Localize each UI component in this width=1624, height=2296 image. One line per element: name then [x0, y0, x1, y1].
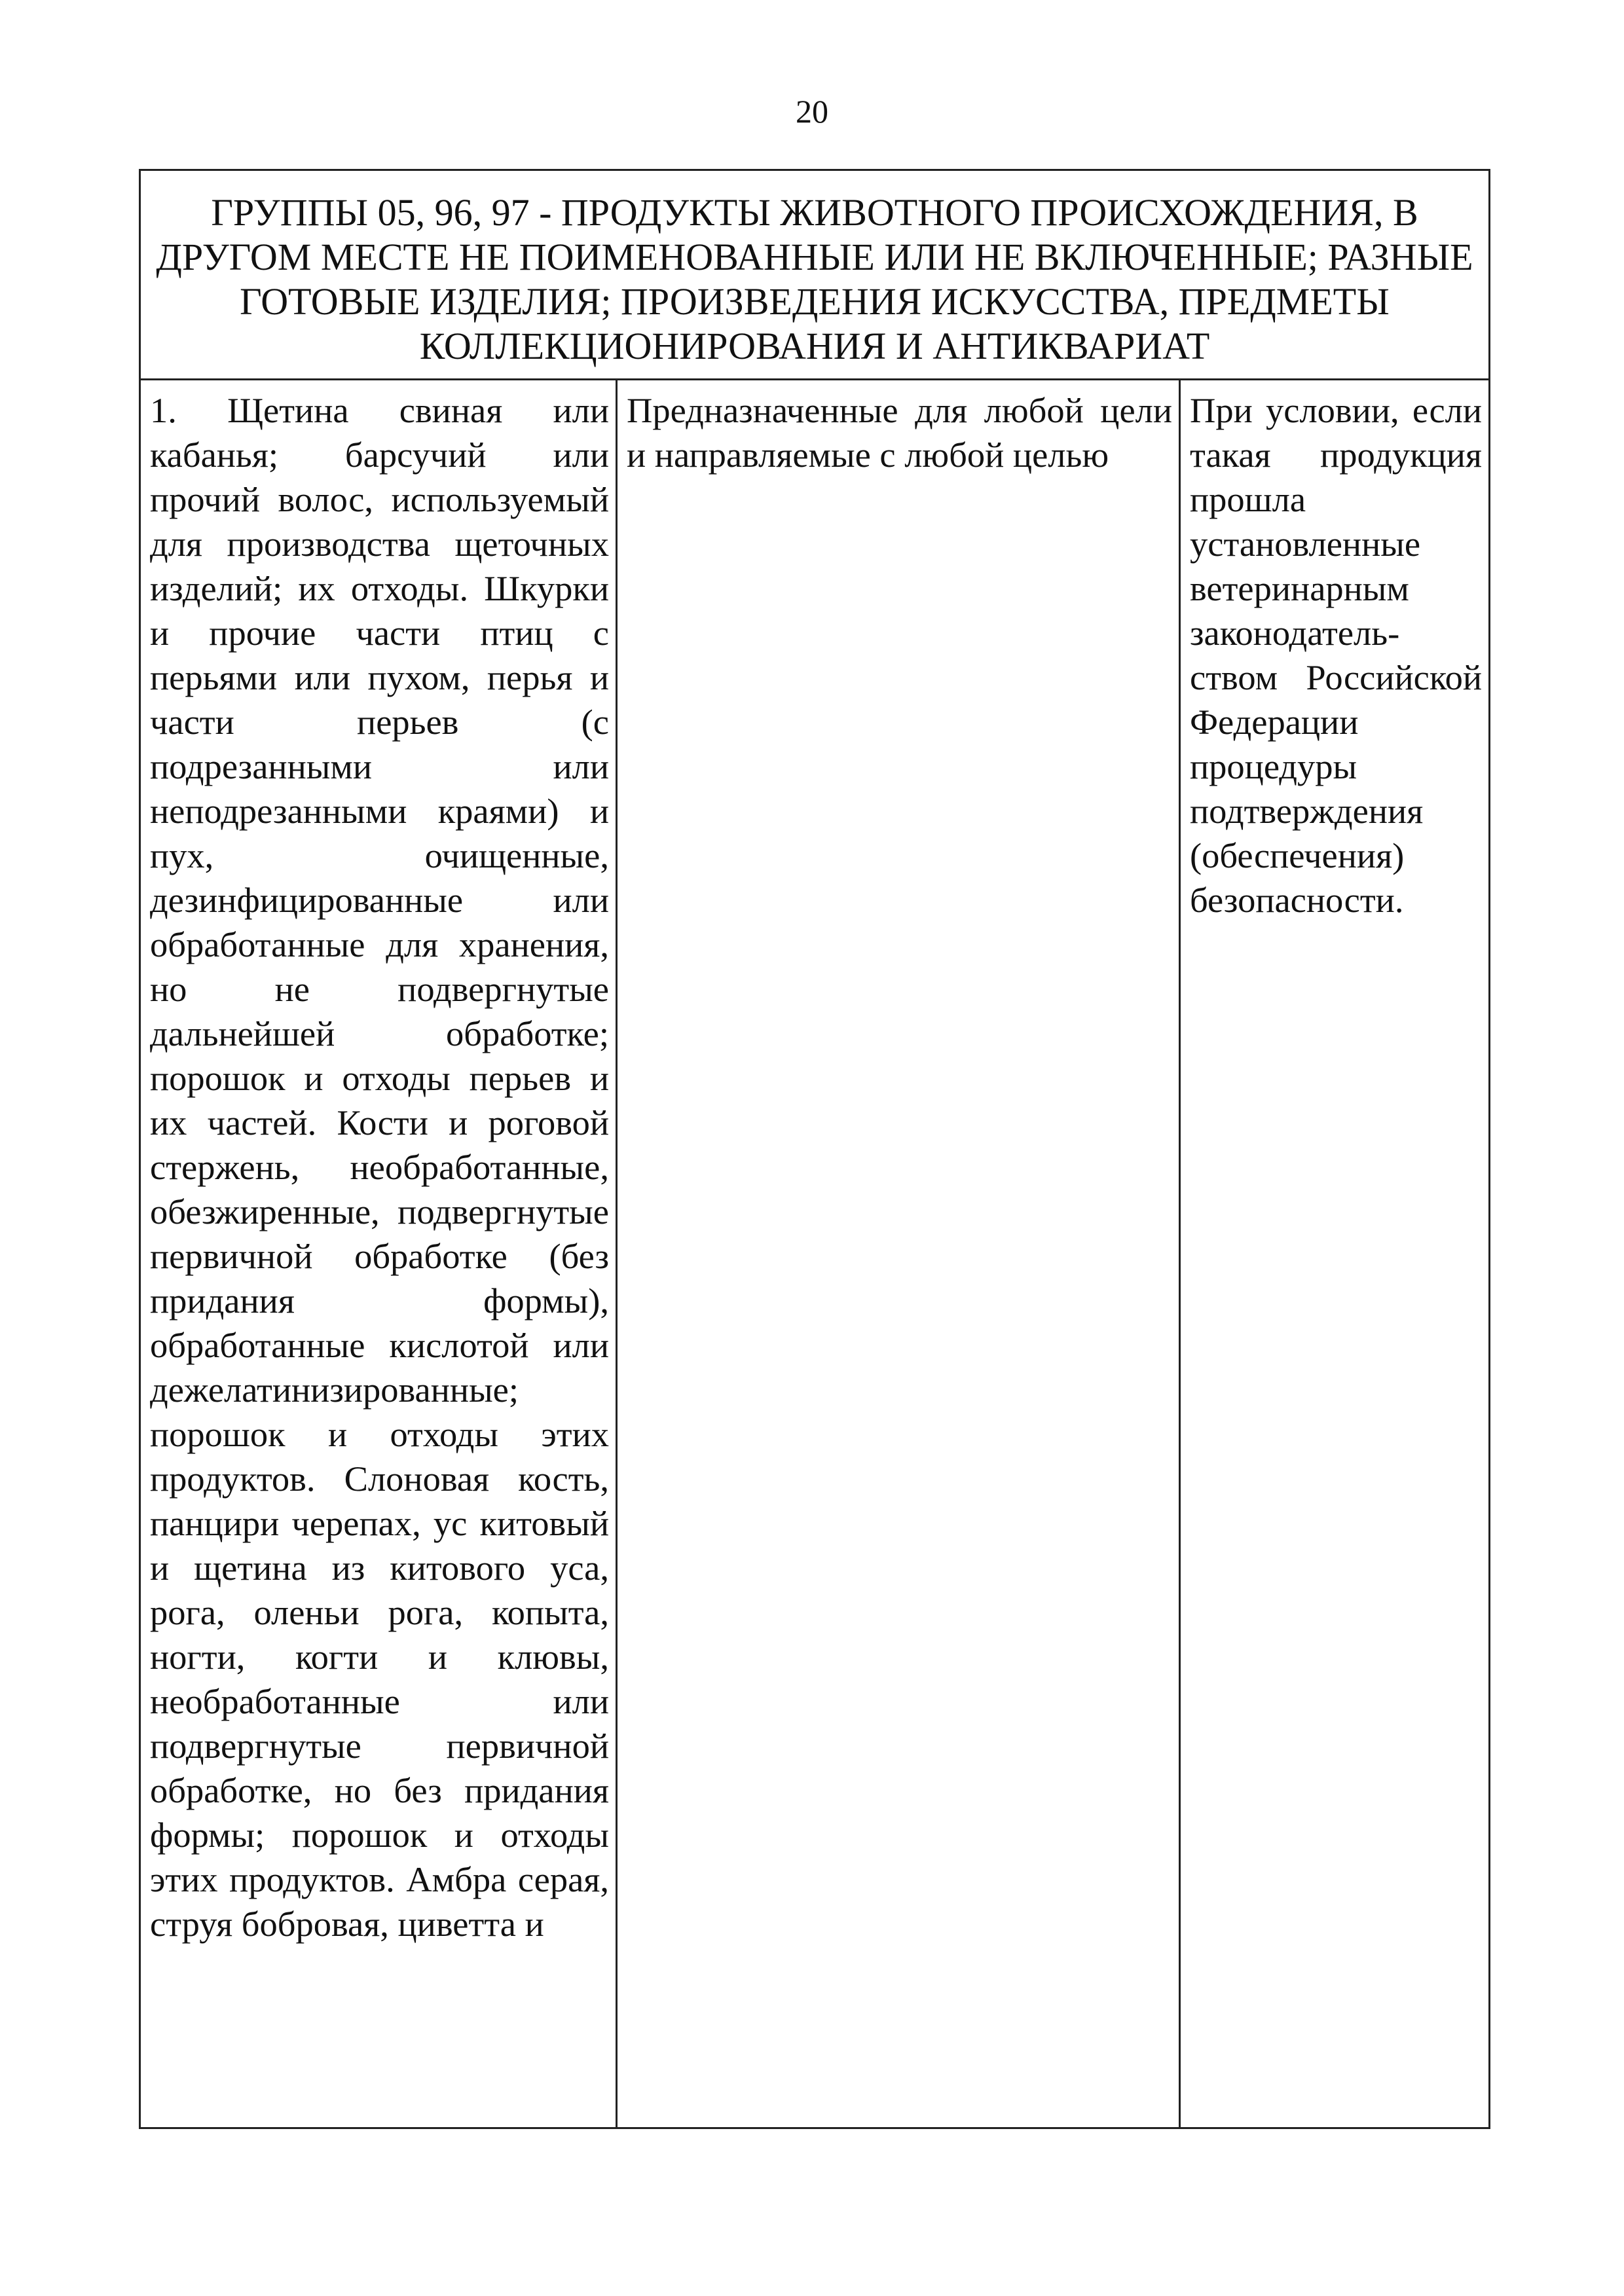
table-header: ГРУППЫ 05, 96, 97 - ПРОДУКТЫ ЖИВОТНОГО ПРОИСХОЖДЕНИЯ, В ДРУГОМ МЕСТЕ НЕ ПОИМЕНОВАННЫЕ ИЛИ НЕ ВКЛЮЧЕННЫЕ; РАЗНЫЕ ГОТОВЫЕ ИЗДЕЛИЯ; ПРОИЗВЕДЕНИЯ ИСКУССТВА, ПРЕДМЕТЫ КОЛЛЕКЦИОНИРОВАНИЯ И АНТИКВАРИАТ — [141, 171, 1488, 380]
purpose-cell — [618, 380, 1181, 2127]
condition-cell — [1181, 380, 1488, 2127]
page-number: 20 — [796, 93, 828, 130]
product-description: 1. Щетина свиная или кабанья; барсучий или прочий волос, используемый для производства щеточных изделий; их отходы. Шкурки и прочие части птиц с перьями или пухом, перья и части перьев (с подрезанными или неподрезанными краями) и пух, очищенные, дезинфицированные или обработанные для хранения, но не подвергнутые дальнейшей обработке; порошок и отходы перьев и их частей. Кости и роговой стержень, необработанные, обезжиренные, подвергнутые первичной обработке (без придания формы), обработанные кислотой или дежелатинизированные; порошок и отходы этих продуктов. Слоновая кость, панцири черепах, ус китовый и щетина из китового уса, рога, оленьи рога, копыта, ногти, когти и клювы, необработанные или подвергнутые первичной обработке, но без придания формы; порошок и отходы этих продуктов. Амбра серая, струя бобровая, циветта и — [150, 390, 609, 1944]
condition-description: При условии, если такая продукция прошла установленные ветеринарным законодатель-ством Российской Федерации процедуры подтверждения (обеспечения) безопасности. — [1190, 390, 1482, 920]
product-cell — [141, 380, 618, 2127]
goods-table — [139, 169, 1490, 2129]
purpose-description: Предназначенные для любой цели и направляемые с любой целью — [627, 390, 1172, 475]
